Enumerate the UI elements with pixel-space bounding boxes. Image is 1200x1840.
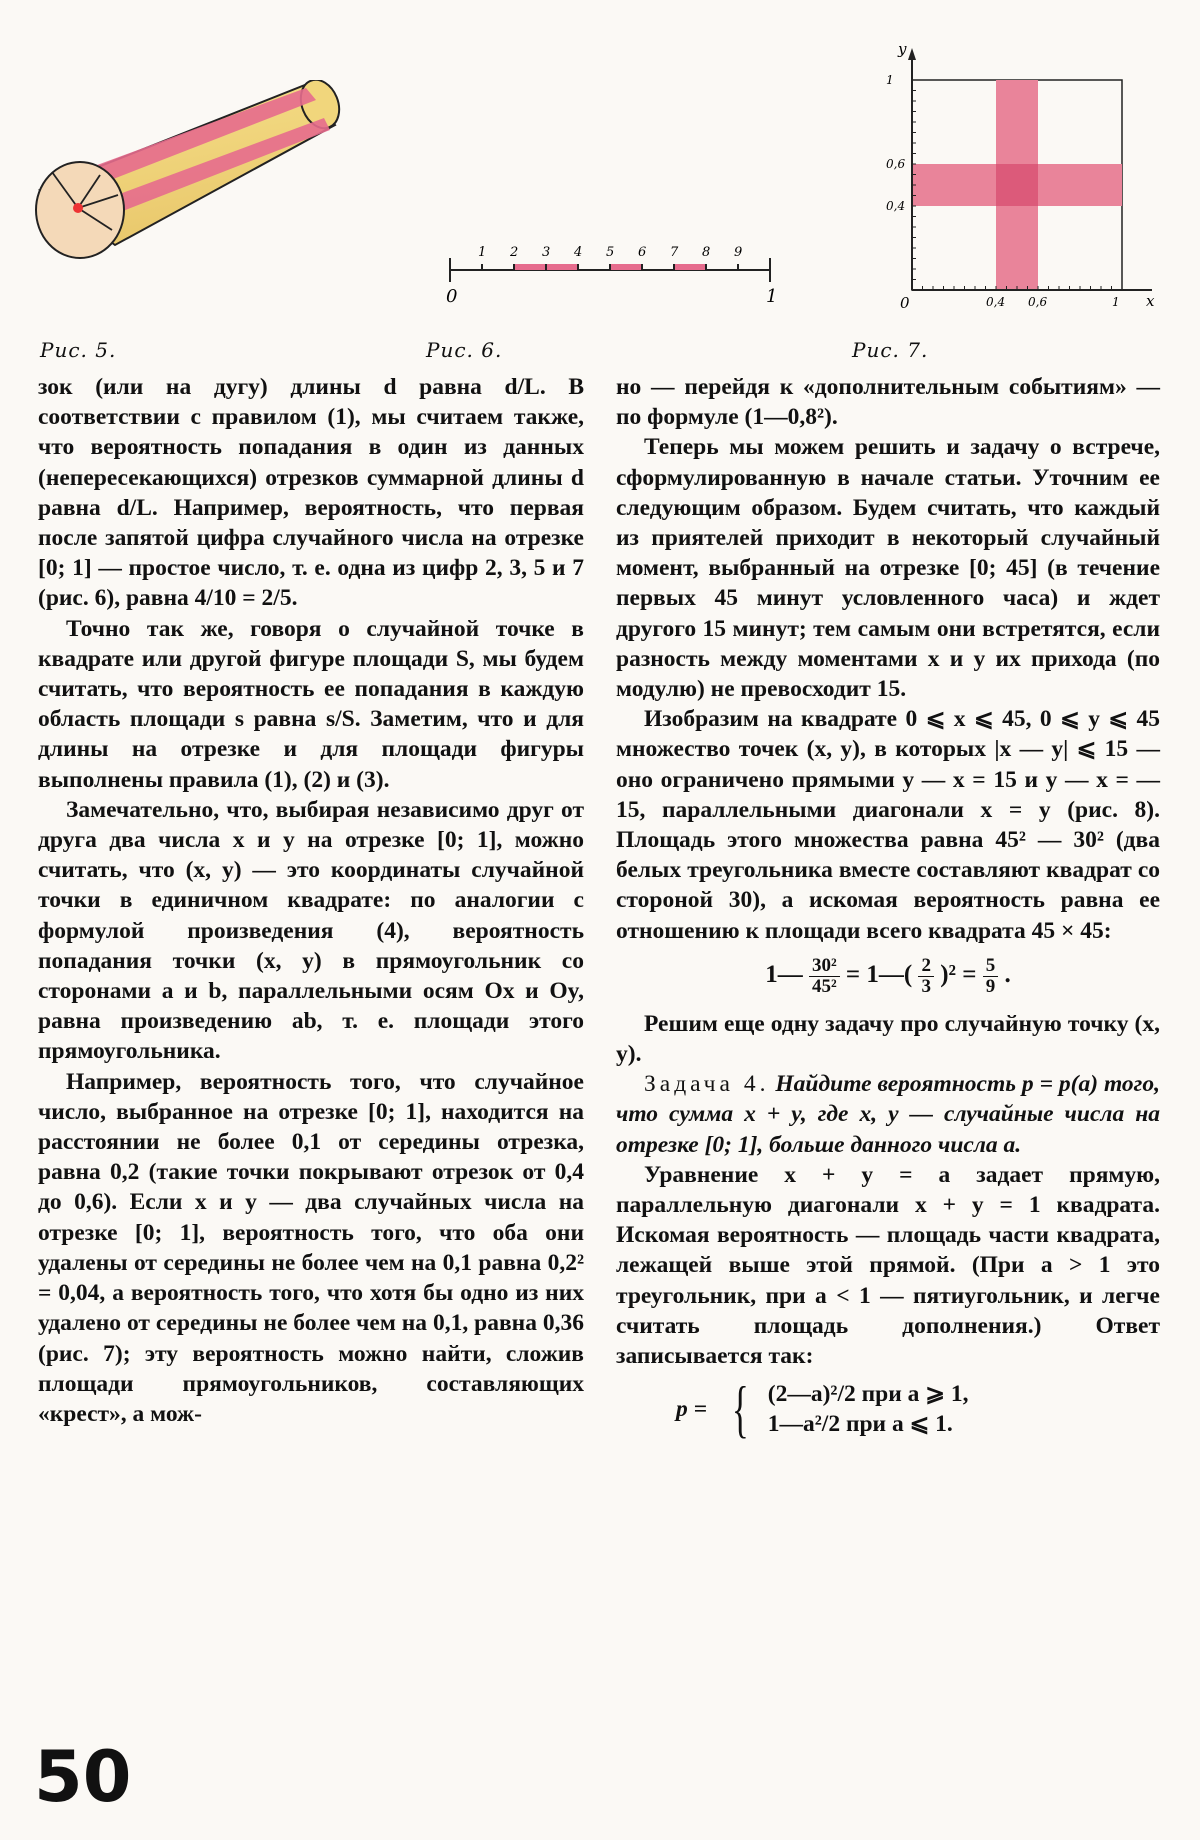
right-paragraph-4: Решим еще одну задачу про случайную точку (x, y).	[616, 1010, 1160, 1068]
left-paragraph-1: зок (или на дугу) длины d равна d/L. В соответствии с правилом (1), мы считаем также, что вероятность попадания в один из данных (непересекающихся) отрезков суммарной длины d равна d/L. Например, вероятность, что первая после запятой цифра случайного числа на отрезке [0; 1] — простое число, т. е. одна из цифр 2, 3, 5 и 7 (рис. 6), равна 4/10 = 2/5.	[38, 374, 584, 612]
tick-label-8: 8	[702, 245, 711, 260]
answer-system	[676, 1373, 969, 1445]
tick-label-end: 1	[766, 286, 778, 307]
figure-5-caption: Рис. 5.	[40, 338, 117, 362]
cylinder-end-face	[36, 162, 124, 258]
answer-lhs: p =	[676, 1396, 708, 1423]
task-4-label: Задача 4.	[644, 1071, 770, 1098]
figure-6-segment	[440, 230, 780, 310]
left-column	[38, 372, 584, 1429]
task-4	[616, 1069, 1160, 1160]
left-paragraph-4: Например, вероятность того, что случайное число, выбранное на отрезке [0; 1], находится на расстоянии не более 0,1 от середины отрезка, равна 0,2 (такие точки покрывают отрезок от 0,4 до 0,6). Если x и y — два случайных числа на отрезке [0; 1], вероятность того, что оба они удалены от середины не более чем на 0,1 равна 0,2² = 0,04, а вероятность того, что хотя бы одно из них удалено от середины не более чем на 0,1, равна 0,36 (рис. 7); эту вероятность можно найти, сложив площади прямоугольников, составляющих «крест», а мож-	[38, 1068, 584, 1427]
tick-label-3: 3	[542, 245, 551, 260]
tick-label-6: 6	[638, 245, 647, 260]
figure-5-cylinder	[30, 80, 350, 280]
left-paragraph-2: Точно так же, говоря о случайной точке в квадрате или другой фигуре площади S, мы будем считать, что вероятность ее попадания в каждую область площади s равна s/S. Заметим, что и для длины на отрезке и для площади фигуры выполнены правила (1), (2) и (3).	[38, 615, 584, 793]
answer-line-1: (2—a)²/2 при a ⩾ 1,	[767, 1381, 969, 1408]
y-tick-label: 0,6	[886, 157, 906, 171]
y-axis-arrow-icon	[908, 48, 916, 60]
fraction-30-45: $\frac{\text{30²}}{\text{45²}}$	[809, 956, 840, 997]
tick-label-7: 7	[670, 245, 679, 260]
answer-line-2: 1—a²/2 при a ⩽ 1.	[767, 1411, 953, 1438]
tick-label-0: 0	[446, 286, 458, 307]
highlight-5	[610, 264, 642, 270]
task-4-text: Найдите вероятность p = p(a) того, что сумма x + y, где x, y — случайные числа на отрезке [0; 1], больше данного числа a.	[616, 1071, 1160, 1158]
right-paragraph-2: Теперь мы можем решить и задачу о встрече, сформулированную в начале статьи. Уточним ее следующим образом. Будем считать, что каждый из приятелей приходит в некоторый случайный момент, выбранный на отрезке [0; 45] (в течение первых 45 минут условленного часа) и ждет другого 15 минут; тем самым они встретятся, если разность между моментами x и y их прихода (по модулю) не превосходит 15.	[616, 434, 1160, 703]
left-paragraph-3: Замечательно, что, выбирая независимо друг от друга два числа x и y на отрезке [0; 1], можно считать, что (x, y) — это координаты случайной точки в единичном квадрате: по аналогии с формулой произведения (4), вероятность попадания точки (x, y) в прямоугольник со сторонами a и b, параллельными осям Ox и Oy, равна произведению ab, т. е. площади этого прямоугольника.	[38, 796, 584, 1065]
x-tick-label: 0,4	[986, 295, 1006, 309]
right-paragraph-6: Уравнение x + y = a задает прямую, параллельную диагонали x + y = 1 квадрата. Искомая вероятность — площадь части квадрата, лежащей выше этой прямой. (При a > 1 это треугольник, при a < 1 — пятиугольник, и легче считать площадь дополнения.) Ответ записывается так:	[616, 1161, 1160, 1370]
right-paragraph-3: Изобразим на квадрате 0 ⩽ x ⩽ 45, 0 ⩽ y ⩽ 45 множество точек (x, y), в которых |x — y| ⩽ 15 — оно ограничено прямыми y — x = 15 и y — x = —15, параллельными диагонали x = y (рис. 8). Площадь этого множества равна 45² — 30² (два белых треугольника вместе составляют квадрат со стороной 30), а искомая вероятность равна ее отношению к площади всего квадрата 45 × 45:	[616, 706, 1160, 944]
tick-label-9: 9	[734, 245, 743, 260]
page-number: 50	[34, 1736, 132, 1818]
left-brace-icon: {	[731, 1373, 749, 1445]
y-axis-label: y	[898, 40, 907, 58]
tick-label-5: 5	[606, 245, 615, 260]
right-column	[616, 372, 1160, 1445]
band-overlap	[996, 164, 1038, 206]
y-tick-label: 1	[886, 73, 894, 87]
probability-formula: 1— $\frac{\text{30²}}{\text{45²}}$ = 1—( $\frac{2}{3}$ )² = $\frac{5}{9}$ .	[765, 954, 1011, 997]
x-tick-label: 0,6	[1028, 295, 1048, 309]
figure-7-caption: Рис. 7.	[852, 338, 929, 362]
right-paragraph-1: но — перейдя к «дополнительным событиям» — по формуле (1—0,8²).	[616, 374, 1160, 431]
origin-label: 0	[900, 294, 910, 312]
fraction-2-3: $\frac{2}{3}$	[918, 956, 934, 997]
y-tick-label: 0,4	[886, 199, 906, 213]
x-axis-label: x	[1146, 292, 1155, 310]
tick-marks	[450, 245, 770, 282]
tick-label-4: 4	[574, 245, 583, 260]
tick-label-2: 2	[510, 245, 519, 260]
tick-label-1: 1	[478, 245, 487, 260]
fraction-5-9: $\frac{5}{9}$	[983, 956, 999, 997]
x-tick-label: 1	[1112, 295, 1120, 309]
highlight-7	[674, 264, 706, 270]
figure-6-caption: Рис. 6.	[426, 338, 503, 362]
figure-7-chart	[880, 40, 1180, 315]
